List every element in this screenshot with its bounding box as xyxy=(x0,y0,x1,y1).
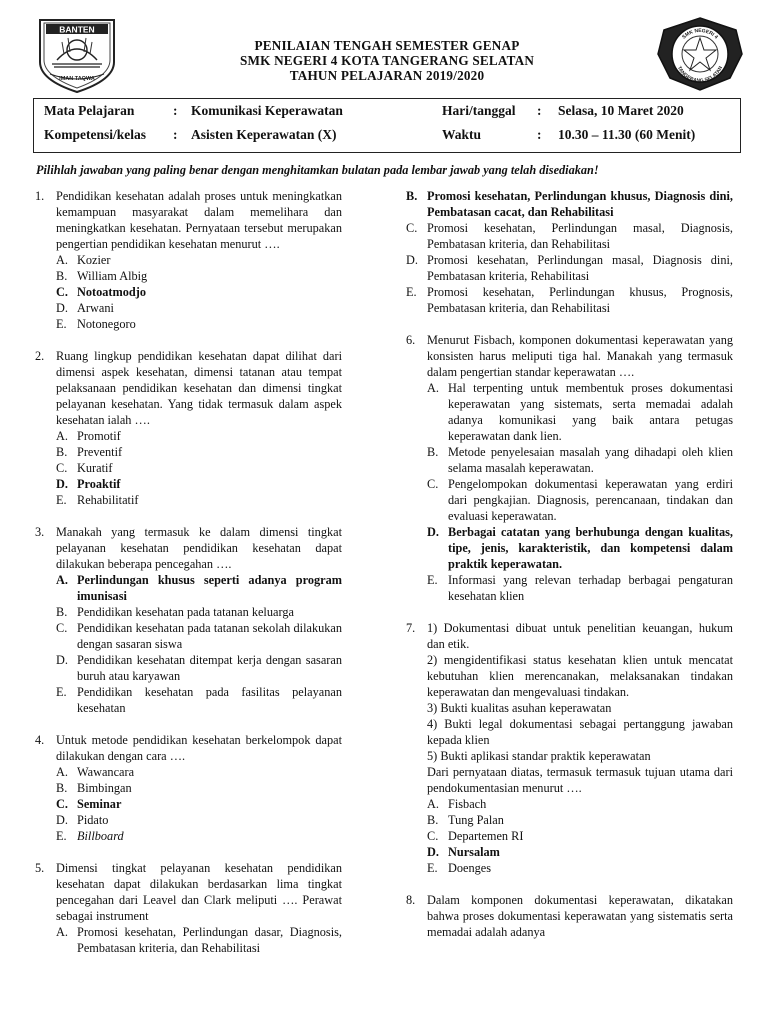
option-d-answer[interactable]: D. Nursalam xyxy=(427,845,500,859)
question-7 xyxy=(406,620,733,876)
option-c-answer[interactable]: C. Notoatmodjo xyxy=(56,285,146,299)
info-row-subject xyxy=(34,103,740,127)
question-number: 2. xyxy=(35,349,45,363)
option-b[interactable]: B. Pendidikan kesehatan pada tatanan keluarga xyxy=(56,605,294,619)
option-d[interactable]: D. Arwani xyxy=(56,301,114,315)
time-value: 10.30 – 11.30 (60 Menit) xyxy=(558,127,696,142)
option-b[interactable]: B. William Albig xyxy=(56,269,148,283)
day-label: Hari/tanggal xyxy=(442,103,516,118)
statement-2: 2) mengidentifikasi status kesehatan klien untuk mencatat kebutuhan klien merencanakan, melaksanakan tindakan keperawatan dan mengevaluasi tindakan. xyxy=(427,653,733,699)
option-list xyxy=(56,252,342,332)
instruction-text: Pilihlah jawaban yang paling benar dengan menghitamkan bulatan pada lembar jawab yang telah disediakan! xyxy=(36,163,599,177)
school-name: SMK NEGERI 4 KOTA TANGERANG SELATAN xyxy=(239,53,535,68)
day-colon: : xyxy=(537,103,542,118)
option-c[interactable]: C. Pendidikan kesehatan pada tatanan sekolah dilakukan dengan sasaran siswa xyxy=(56,621,342,651)
option-list xyxy=(427,380,733,604)
option-e[interactable]: E. Pendidikan kesehatan pada fasilitas pelayanan kesehatan xyxy=(56,685,342,715)
question-5-continued xyxy=(406,188,733,316)
option-c-answer[interactable]: C. Seminar xyxy=(56,797,122,811)
option-a[interactable]: A. Promotif xyxy=(56,429,121,443)
option-e[interactable]: E. Doenges xyxy=(427,861,492,875)
option-e[interactable]: E. Notonegoro xyxy=(56,317,136,331)
question-text: Untuk metode pendidikan kesehatan berkelompok dapat dilakukan dengan cara …. xyxy=(56,733,342,763)
question-text: Pendidikan kesehatan adalah proses untuk meningkatkan kemampuan masyarakat dalam memelihara dan meningkatkan kesehatan. Pernyataan tersebut merupakan pengertian pendidikan kesehatan menurut …. xyxy=(56,189,342,251)
statement-5: 5) Bukti aplikasi standar praktik keperawatan xyxy=(427,749,651,763)
time-colon: : xyxy=(537,127,542,142)
option-d-answer[interactable]: D. Proaktif xyxy=(56,477,121,491)
question-4 xyxy=(35,732,342,844)
option-b[interactable]: B. Preventif xyxy=(56,445,123,459)
question-text: Manakah yang termasuk ke dalam dimensi tingkat pelayanan kesehatan pendidikan kesehatan dapat dilakukan beberapa pencegahan …. xyxy=(56,525,342,571)
statement-3: 3) Bukti kualitas asuhan keperawatan xyxy=(427,701,612,715)
option-a[interactable]: A. Wawancara xyxy=(56,765,135,779)
subject-label: Mata Pelajaran xyxy=(44,103,135,118)
option-a-answer[interactable]: A. Perlindungan khusus seperti adanya program imunisasi xyxy=(56,573,342,603)
page-header xyxy=(0,0,768,96)
left-column xyxy=(35,188,342,972)
option-b[interactable]: B. Metode penyelesaian masalah yang dihadapi oleh klien selama masalah keperawatan. xyxy=(427,445,733,475)
option-b-answer[interactable]: B. Promosi kesehatan, Perlindungan khusus, Diagnosis dini, Pembatasan cacat, dan Rehabilitasi xyxy=(406,189,733,219)
banten-province-logo-icon xyxy=(32,14,122,94)
question-number: 3. xyxy=(35,525,45,539)
emblem-top-text: SMK NEGERI 4 xyxy=(681,27,719,41)
option-a[interactable]: A. Kozier xyxy=(56,253,111,267)
option-list xyxy=(56,428,342,508)
day-value: Selasa, 10 Maret 2020 xyxy=(558,103,684,118)
right-column xyxy=(406,188,733,956)
exam-info-box xyxy=(33,98,741,153)
option-list xyxy=(427,796,733,876)
question-number: 1. xyxy=(35,189,45,203)
exam-title: PENILAIAN TENGAH SEMESTER GENAP xyxy=(254,38,520,53)
question-2 xyxy=(35,348,342,508)
option-a[interactable]: A. Fisbach xyxy=(427,797,487,811)
question-number: 6. xyxy=(406,333,416,347)
question-text: Dalam komponen dokumentasi keperawatan, dikatakan bahwa proses dokumentasi keperawatan yang sistematis serta memadai adalah adanya xyxy=(427,893,733,939)
option-b[interactable]: B. Tung Palan xyxy=(427,813,504,827)
option-c[interactable]: C. Departemen RI xyxy=(427,829,524,843)
question-6 xyxy=(406,332,733,604)
logo-banner-text: BANTEN xyxy=(59,24,95,35)
option-b[interactable]: B. Bimbingan xyxy=(56,781,132,795)
question-text: Dimensi tingkat pelayanan kesehatan pendidikan kesehatan dapat dilakukan berdasarkan lima tingkat pencegahan dari Leavel dan Clark meliputi …. Perawat sebagai instrument xyxy=(56,861,342,923)
option-c[interactable]: C. Kuratif xyxy=(56,461,113,475)
info-row-competency xyxy=(34,127,740,151)
question-number: 4. xyxy=(35,733,45,747)
question-5 xyxy=(35,860,342,956)
competency-value: Asisten Keperawatan (X) xyxy=(191,127,337,142)
option-list xyxy=(406,188,733,316)
option-e[interactable]: E. Rehabilitatif xyxy=(56,493,139,507)
option-e[interactable]: E. Promosi kesehatan, Perlindungan khusus, Prognosis, Pembatasan kriteria, dan Rehabilitasi xyxy=(406,285,733,315)
option-list xyxy=(56,764,342,844)
question-8 xyxy=(406,892,733,940)
question-text: Ruang lingkup pendidikan kesehatan dapat dilihat dari dimensi aspek kesehatan, dimensi tatanan atau tempat pelaksanaan pendidikan kesehatan dan dimensi tingkat pelayanan kesehatan. Yang tidak termasuk dalam aspek kesehatan ialah …. xyxy=(56,349,342,427)
option-e[interactable]: E. Informasi yang relevan terhadap berbagai pengaturan kesehatan klien xyxy=(427,573,733,603)
question-3 xyxy=(35,524,342,716)
logo-motto-text: IMAN TAQWA xyxy=(59,76,95,82)
question-text: Menurut Fisbach, komponen dokumentasi keperawatan yang konsisten harus meliputi tiga hal. Manakah yang termasuk dalam pengertian standar keperawatan …. xyxy=(427,333,733,379)
subject-value: Komunikasi Keperawatan xyxy=(191,103,343,118)
option-e[interactable]: E. Billboard xyxy=(56,829,124,843)
question-number: 7. xyxy=(406,621,416,635)
option-d-answer[interactable]: D. Berbagai catatan yang berhubunga dengan kualitas, tipe, jenis, karakteristik, dan kompetensi dalam praktik keperawatan. xyxy=(427,525,733,571)
emblem-bottom-text: TANGERANG SELATAN xyxy=(675,65,725,85)
option-c[interactable]: C. Promosi kesehatan, Perlindungan masal, Diagnosis, Pembatasan kriteria, dan Rehabilitasi xyxy=(406,221,733,251)
option-list xyxy=(56,572,342,716)
school-emblem-icon xyxy=(650,14,750,94)
competency-label: Kompetensi/kelas xyxy=(44,127,147,142)
time-label: Waktu xyxy=(442,127,482,142)
header-titles xyxy=(140,38,634,83)
option-d[interactable]: D. Promosi kesehatan, Perlindungan masal, Diagnosis dini, Pembatasan kriteria, Rehabilitasi xyxy=(406,253,733,283)
statement-4: 4) Bukti legal dokumentasi sebagai pertanggung jawaban kepada klien xyxy=(427,717,733,747)
question-number: 8. xyxy=(406,893,416,907)
competency-colon: : xyxy=(173,127,178,142)
statement-1: 1) Dokumentasi dibuat untuk penelitian keuangan, hukum dan etik. xyxy=(427,621,733,651)
option-list xyxy=(56,924,342,956)
option-a[interactable]: A. Promosi kesehatan, Perlindungan dasar, Diagnosis, Pembatasan kriteria, dan Rehabilitasi xyxy=(56,925,342,955)
question-text: Dari pernyataan diatas, termasuk termasuk tujuan utama dari pendokumentasian menurut …. xyxy=(427,765,733,795)
question-1 xyxy=(35,188,342,332)
option-c[interactable]: C. Pengelompokan dokumentasi keperawatan yang erdiri dari pengkajian. Diagnosis, perencanaan, tindakan dan evaluasi keperawatan. xyxy=(427,477,733,523)
option-d[interactable]: D. Pendidikan kesehatan ditempat kerja dengan sasaran buruh atau karyawan xyxy=(56,653,342,683)
question-number: 5. xyxy=(35,861,45,875)
option-a[interactable]: A. Hal terpenting untuk membentuk proses dokumentasi keperawatan yang sistemats, serta memadai adalah adanya komunikasi yang baik antara petugas keperawatan dank lien. xyxy=(427,381,733,443)
subject-colon: : xyxy=(173,103,178,118)
academic-year: TAHUN PELAJARAN 2019/2020 xyxy=(289,68,485,83)
option-d[interactable]: D. Pidato xyxy=(56,813,109,827)
